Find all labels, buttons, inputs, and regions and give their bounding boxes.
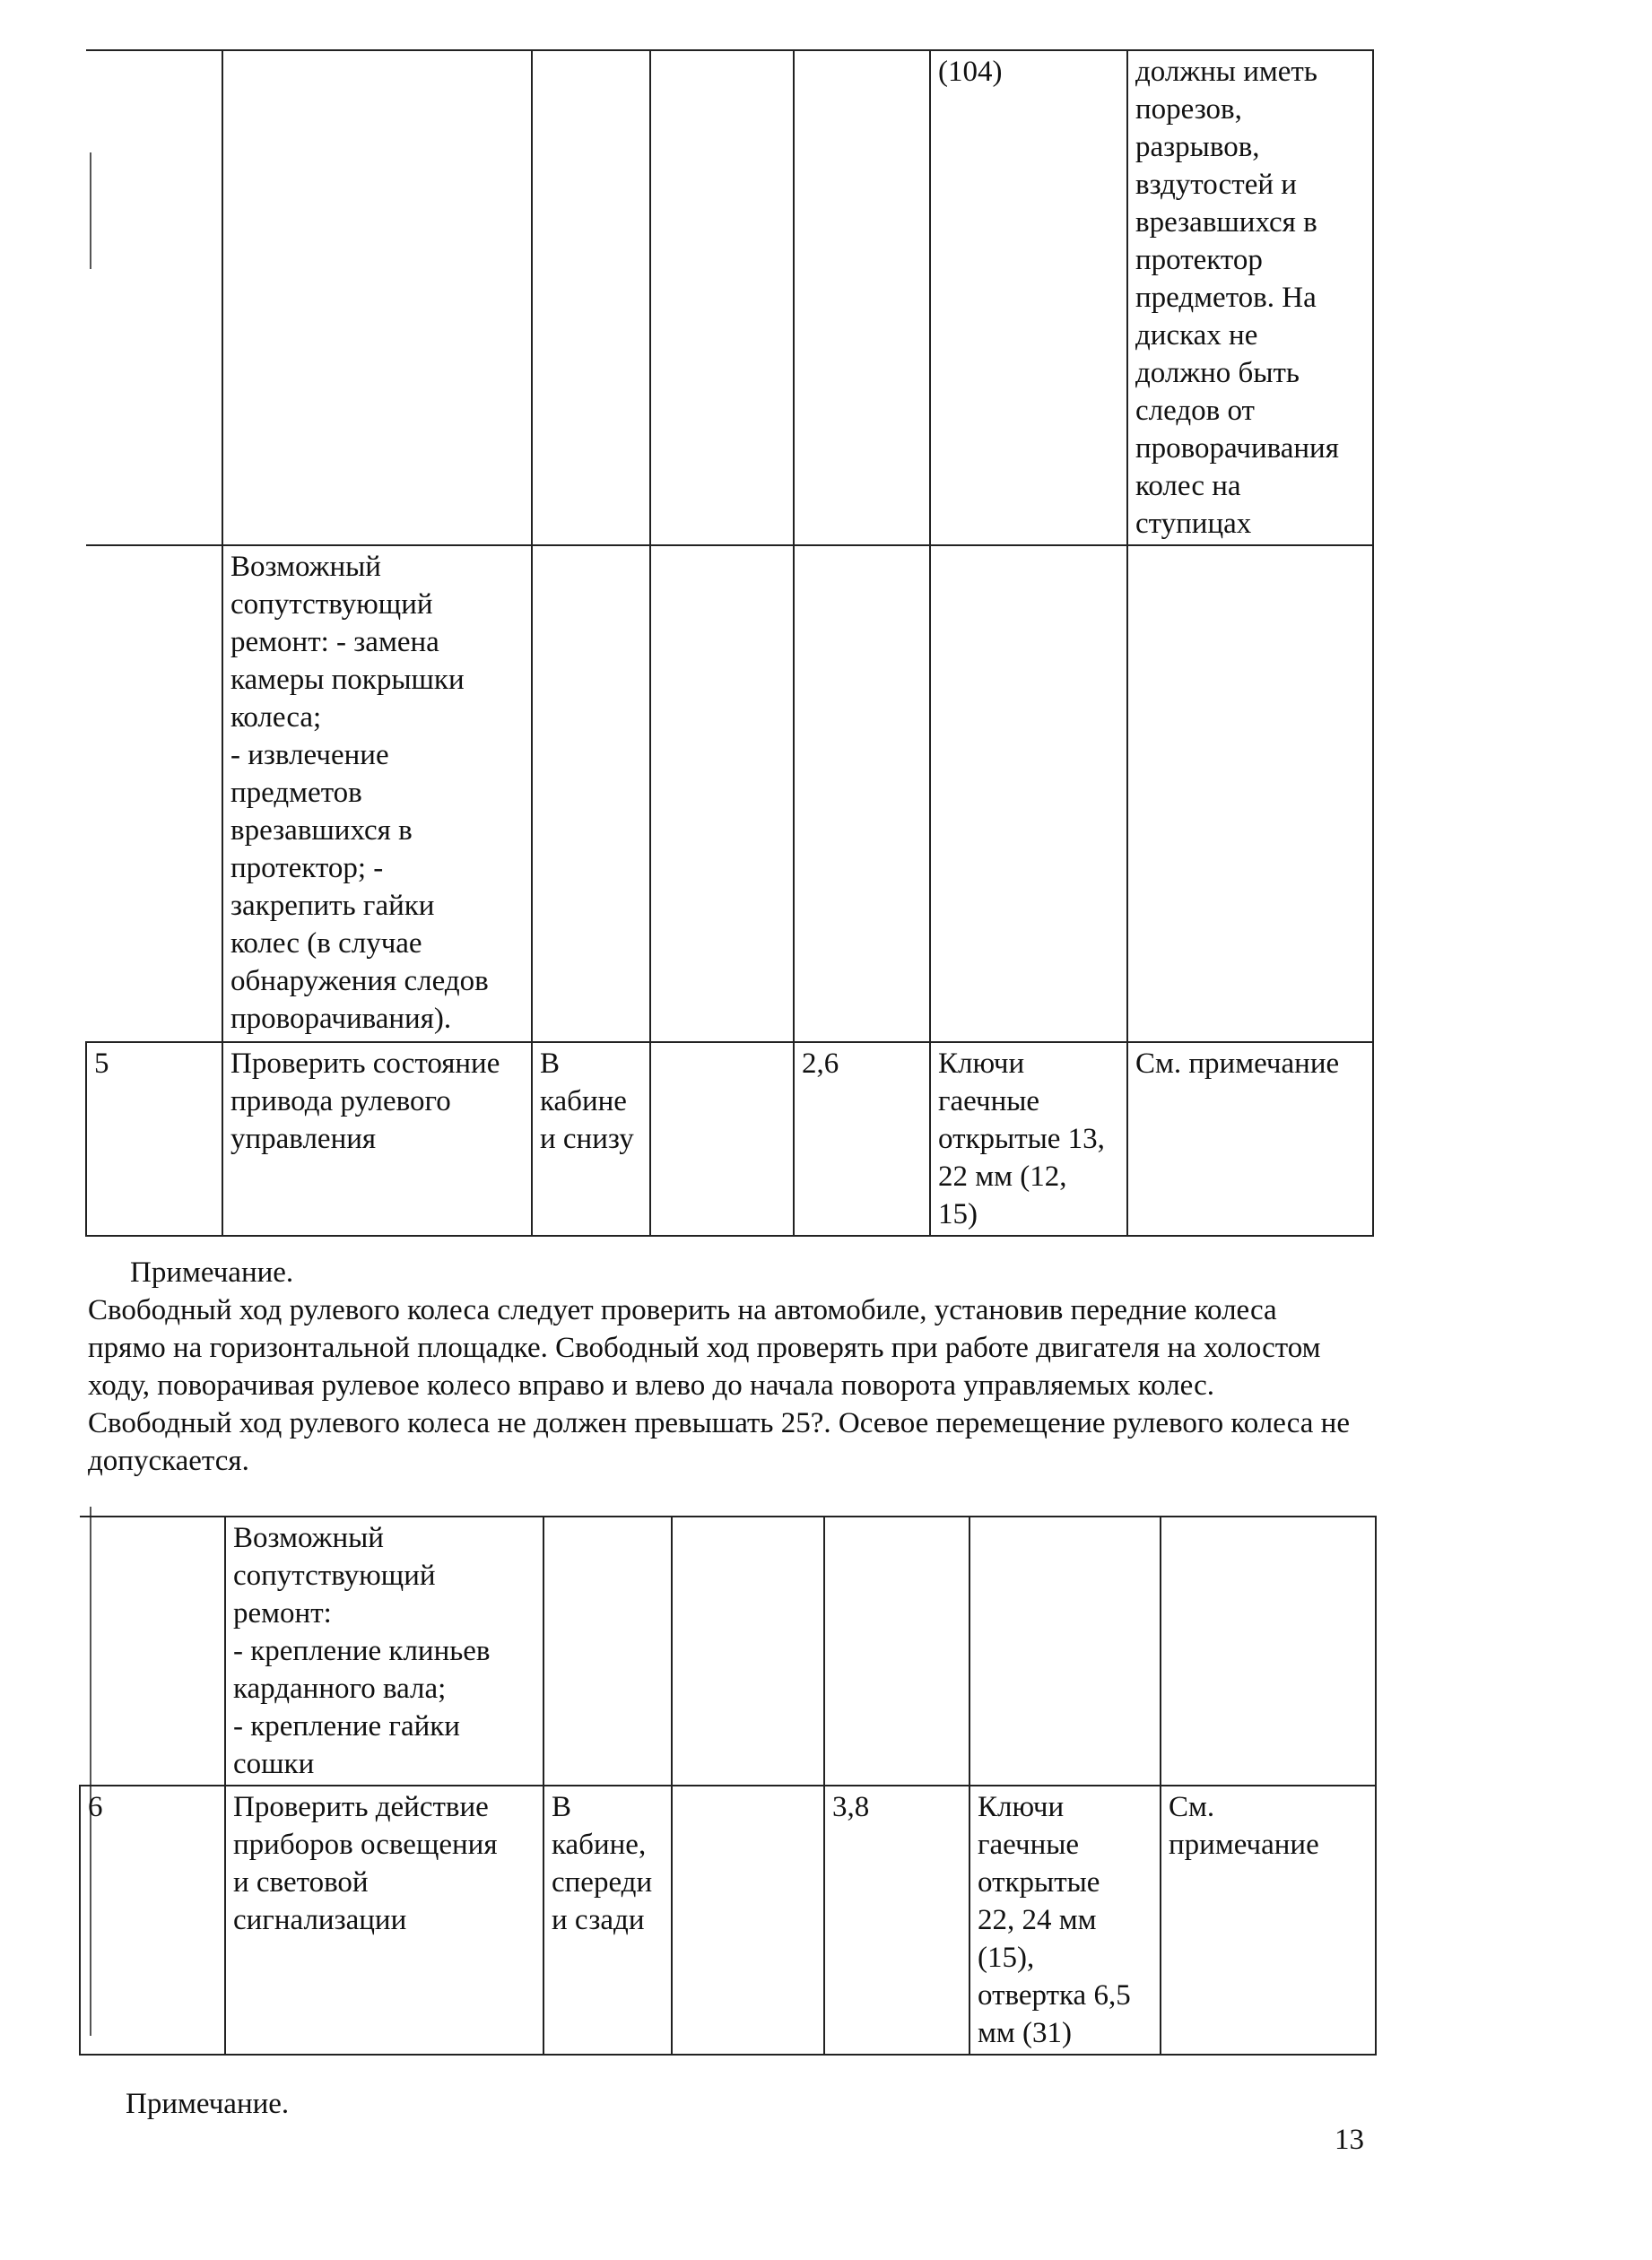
time-cell [824, 1517, 969, 1786]
empty-cell [672, 1786, 824, 2055]
table-row [80, 1786, 1376, 2055]
time-cell [794, 545, 930, 1042]
place-cell [532, 545, 650, 1042]
requirements-cell: См. примечание [1161, 1786, 1376, 2055]
row-number-cell: 6 [80, 1786, 225, 2055]
requirements-cell: должны иметь порезов, разрывов, вздутостей и врезавшихся в протектор предметов. На дисках не должно быть следов от проворачивания колес на ступицах [1127, 50, 1373, 545]
inspection-table-2 [79, 1516, 1377, 2056]
operation-cell: Возможный сопутствующий ремонт: - замена камеры покрышки колеса; - извлечение предметов врезавшихся в протектор; - закрепить гайки колес (в случае обнаружения следов проворачивания). [222, 545, 532, 1042]
time-cell: 3,8 [824, 1786, 969, 2055]
table-row [86, 545, 1373, 1042]
tools-cell [969, 1517, 1161, 1786]
time-cell: 2,6 [794, 1042, 930, 1236]
table-row [86, 50, 1373, 545]
operation-cell: Возможный сопутствующий ремонт: - крепление клиньев карданного вала; - крепление гайки сошки [225, 1517, 543, 1786]
row-number-cell [86, 50, 222, 545]
operation-cell: Проверить состояние привода рулевого управления [222, 1042, 532, 1236]
empty-cell [650, 545, 794, 1042]
note-title: Примечание. [130, 1256, 294, 1289]
page-number: 13 [1335, 2124, 1364, 2156]
empty-cell [672, 1517, 824, 1786]
time-cell [794, 50, 930, 545]
place-cell [543, 1517, 672, 1786]
note-title: Примечание. [126, 2088, 290, 2120]
operation-cell [222, 50, 532, 545]
tools-cell: Ключи гаечные открытые 22, 24 мм (15), отвертка 6,5 мм (31) [969, 1786, 1161, 2055]
tools-cell [930, 545, 1127, 1042]
requirements-cell: См. примечание [1127, 1042, 1373, 1236]
empty-cell [650, 1042, 794, 1236]
tools-cell: (104) [930, 50, 1127, 545]
place-cell: В кабине и снизу [532, 1042, 650, 1236]
requirements-cell [1127, 545, 1373, 1042]
row-number-cell [80, 1517, 225, 1786]
place-cell: В кабине, спереди и сзади [543, 1786, 672, 2055]
tools-cell: Ключи гаечные открытые 13, 22 мм (12, 15) [930, 1042, 1127, 1236]
row-number-cell: 5 [86, 1042, 222, 1236]
requirements-cell [1161, 1517, 1376, 1786]
note-text: Свободный ход рулевого колеса следует проверить на автомобиле, установив передние колеса прямо на горизонтальной площадке. Свободный ход проверять при работе двигателя на холостом ходу, поворачивая рулевое колесо вправо и влево до начала поворота управляемых колес. Свободный ход рулевого колеса не должен превышать 25?. Осевое перемещение рулевого колеса не допускается. [88, 1294, 1350, 1477]
empty-cell [650, 50, 794, 545]
operation-cell: Проверить действие приборов освещения и световой сигнализации [225, 1786, 543, 2055]
row-number-cell [86, 545, 222, 1042]
table-row [86, 1042, 1373, 1236]
place-cell [532, 50, 650, 545]
table-row [80, 1517, 1376, 1786]
inspection-table-1 [85, 49, 1374, 1237]
